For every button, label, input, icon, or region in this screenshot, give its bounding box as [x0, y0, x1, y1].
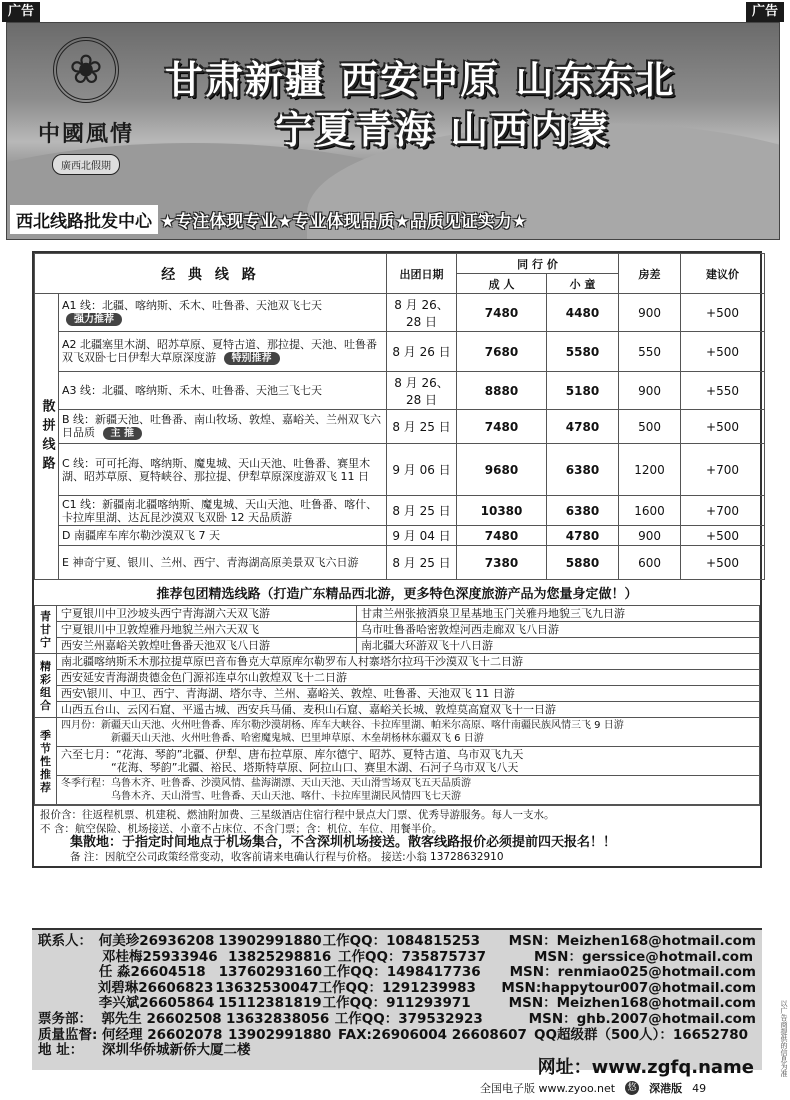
- website-link[interactable]: 网址：www.zgfq.name: [537, 1057, 754, 1078]
- contact-row: 联系人： 何美珍26936208 13902991880 工作QQ：1084815253 MSN：Meizhen168@hotmail.com: [38, 933, 756, 949]
- logo-subtitle: 廣西北假期: [52, 154, 120, 175]
- table-row: [35, 670, 760, 686]
- price-excludes: 不 含：航空保险、机场接送、小童不占床位、不含门票；含：机位、车位、用餐半价。: [40, 823, 443, 835]
- headline-line1: 甘肃新疆 西安中原 山东东北: [165, 58, 676, 102]
- list-item: 西安兰州嘉峪关敦煌吐鲁番天池双飞八日游: [57, 638, 357, 654]
- stamp-badge: 强力推荐: [66, 313, 122, 326]
- list-item: 宁夏银川中卫敦煌雅丹地貌兰州六天双飞: [57, 622, 357, 638]
- edition-text: 全国电子版 www.zyoo.net: [480, 1082, 616, 1095]
- suggest-price: +500: [681, 294, 765, 332]
- room-diff: 900: [619, 526, 681, 546]
- stamp-badge: 主 推: [103, 427, 142, 440]
- room-diff: 1200: [619, 444, 681, 496]
- list-item: 南北疆喀纳斯禾木那拉提草原巴音布鲁克大草原库尔勒罗布人村寨塔尔拉玛干沙漠双飞十二日游: [57, 654, 760, 670]
- table-row: [35, 776, 760, 805]
- price-child: 4780: [547, 410, 619, 444]
- header-date: 出团日期: [387, 254, 457, 294]
- edition-local: 深港版: [649, 1082, 683, 1095]
- price-includes: 报价含：往返程机票、机建税、燃油附加费、三星级酒店住宿行程中景点大门票、优秀导游服务。每人一支水。: [40, 809, 555, 821]
- contact-row: 任 淼26604518 13760293160 工作QQ：1498417736 MSN：renmiao025@hotmail.com: [98, 964, 756, 981]
- table-row: [35, 654, 760, 670]
- ad-label-left: 广告: [2, 2, 40, 22]
- combo-label: 精彩组合: [35, 654, 57, 718]
- list-item: 南北疆大环游双飞十八日游: [357, 638, 760, 654]
- price-adult: 8880: [457, 372, 547, 410]
- table-row: [35, 496, 765, 526]
- room-diff: 1600: [619, 496, 681, 526]
- table-row: [35, 526, 765, 546]
- route-name: A1 线：北疆、喀纳斯、禾木、吐鲁番、天池双飞七天 强力推荐: [59, 294, 387, 332]
- contact-row: 邓桂梅25933946 13825298816 工作QQ：735875737 MSN：gerssice@hotmail.com: [102, 948, 754, 965]
- price-adult: 7380: [457, 546, 547, 580]
- table-row: [35, 546, 765, 580]
- list-item: 西安延安青海湖贵德金色门源祁连卓尔山敦煌双飞十二日游: [57, 670, 760, 686]
- route-name: B 线：新疆天池、吐鲁番、南山牧场、敦煌、嘉峪关、兰州双飞六日品质 主 推: [59, 410, 387, 444]
- list-item: 四月份：新疆天山天池、火州吐鲁番、库尔勒沙漠胡杨、库车大峡谷、卡拉库里湖、帕米尔高原、喀什南疆民族风情三飞 9 日游 新疆天山天池、火州吐鲁番、哈密魔鬼城、巴里坤草原、木垒胡杨林东疆双飞 6 日游: [57, 718, 760, 747]
- table-row: [35, 718, 760, 747]
- price-adult: 9680: [457, 444, 547, 496]
- page-footer: [480, 1080, 706, 1096]
- list-item: 冬季行程：乌鲁木齐、吐鲁番、沙漠风情、盐海湖漂、天山天池、天山滑雪场双飞五天品质游 乌鲁木齐、天山滑雪、吐鲁番、天山天池、喀什、卡拉库里湖民风情四飞七天游: [57, 776, 760, 805]
- list-item: 乌市吐鲁番哈密敦煌河西走廊双飞八日游: [357, 622, 760, 638]
- route-date: 8 月 26 日: [387, 332, 457, 372]
- route-price-table: [32, 251, 762, 868]
- room-diff: 900: [619, 372, 681, 410]
- route-name: C1 线：新疆南北疆喀纳斯、魔鬼城、天山天池、吐鲁番、喀什、卡拉库里湖、达瓦昆沙漠双飞双卧 12 天品质游: [59, 496, 387, 526]
- table-row: [35, 622, 760, 638]
- route-name: A3 线：北疆、喀纳斯、禾木、吐鲁番、天池三飞七天: [59, 372, 387, 410]
- recommend-table: [34, 605, 760, 805]
- price-child: 6380: [547, 496, 619, 526]
- remark: 备 注：因航空公司政策经常变动，收客前请来电确认行程与价格。 接送:小翁 13728632910: [70, 851, 504, 863]
- route-name: A2 北疆塞里木湖、昭苏草原、夏特古道、那拉提、天池、吐鲁番双飞双卧七日伊犁大草原深度游 特别推荐: [59, 332, 387, 372]
- route-name: C 线：可可托海、喀纳斯、魔鬼城、天山天池、吐鲁番、赛里木湖、昭苏草原、夏特峡谷、那拉提、伊犁草原深度游双飞 11 日: [59, 444, 387, 496]
- price-child: 4480: [547, 294, 619, 332]
- list-item: 山西五台山、云冈石窟、平遥古城、西安兵马俑、麦积山石窟、嘉峪关长城、敦煌莫高窟双飞十一日游: [57, 702, 760, 718]
- zyoo-logo-icon: 悠: [625, 1081, 639, 1095]
- price-adult: 7480: [457, 410, 547, 444]
- header-child: 小 童: [547, 274, 619, 294]
- price-child: 6380: [547, 444, 619, 496]
- season-label: 季节性推荐: [35, 718, 57, 805]
- route-date: 9 月 06 日: [387, 444, 457, 496]
- contact-row: 票务部： 郭先生 26602508 13632838056 工作QQ：379532923 MSN：ghb.2007@hotmail.com: [38, 1010, 756, 1027]
- qgn-label: 青甘宁: [35, 606, 57, 654]
- route-name: E 神奇宁夏、银川、兰州、西宁、青海湖高原美景双飞六日游: [59, 546, 387, 580]
- contact-section: [32, 928, 762, 1070]
- price-child: 5180: [547, 372, 619, 410]
- table-row: [35, 372, 765, 410]
- route-date: 8 月 25 日: [387, 546, 457, 580]
- table-row: [35, 686, 760, 702]
- stamp-badge: 特别推荐: [224, 352, 280, 365]
- center-name: 西北线路批发中心: [10, 205, 158, 234]
- contact-row: 质量监督: 何经理 26602078 13902991880 FAX:26906004 26608607 QQ超级群（500人）：16652780: [38, 1026, 749, 1043]
- classic-routes-table: [34, 253, 765, 580]
- price-child: 5880: [547, 546, 619, 580]
- room-diff: 900: [619, 294, 681, 332]
- suggest-price: +500: [681, 332, 765, 372]
- headline-line2: 宁夏青海 山西内蒙: [275, 108, 611, 152]
- header-diff: 房差: [619, 254, 681, 294]
- route-date: 8 月 25 日: [387, 496, 457, 526]
- suggest-price: +550: [681, 372, 765, 410]
- table-row: [35, 606, 760, 622]
- ad-label-right: 广告: [746, 2, 784, 22]
- list-item: 宁夏银川中卫沙坡头西宁青海湖六天双飞游: [57, 606, 357, 622]
- room-diff: 550: [619, 332, 681, 372]
- slogan-bar: [6, 200, 780, 238]
- list-item: 六至七月：“花海、琴韵”北疆、伊犁、唐布拉草原、库尔德宁、昭苏、夏特古道、乌市双飞九天 “花海、琴韵”北疆、裕民、塔斯特草原、阿拉山口、赛里木湖、石河子乌市双飞八天: [57, 747, 760, 776]
- header-suggest: 建议价: [681, 254, 765, 294]
- route-date: 8 月 25 日: [387, 410, 457, 444]
- table-row: [35, 702, 760, 718]
- header-route: 经 典 线 路: [35, 254, 387, 294]
- price-adult: 7680: [457, 332, 547, 372]
- contact-row: 李兴斌26605864 15112381819 工作QQ：911293971 MSN：Meizhen168@hotmail.com: [98, 995, 756, 1012]
- table-row: [35, 638, 760, 654]
- price-adult: 10380: [457, 496, 547, 526]
- suggest-price: +700: [681, 496, 765, 526]
- meeting-point: 集散地：于指定时间地点于机场集合，不含深圳机场接送。散客线路报价必须提前四天报名！！: [70, 835, 617, 850]
- price-adult: 7480: [457, 526, 547, 546]
- address-row: 地 址： 深圳华侨城新侨大厦二楼: [38, 1042, 251, 1059]
- suggest-price: +700: [681, 444, 765, 496]
- table-row: [35, 410, 765, 444]
- recommend-title: 推荐包团精选线路（打造广东精品西北游，更多特色深度旅游产品为您量身定做！）: [156, 587, 638, 602]
- header-adult: 成 人: [457, 274, 547, 294]
- slogan-text: ★专注体现专业★专业体现品质★品质见证实力★: [160, 211, 527, 232]
- logo-name: 中國風情: [37, 121, 134, 147]
- suggest-price: +500: [681, 410, 765, 444]
- contact-row: 刘碧琳26606823 13632530047 工作QQ：1291239983 MSN:happytour007@hotmail.com: [97, 979, 757, 996]
- company-logo: [21, 37, 151, 197]
- notes-section: [34, 805, 760, 866]
- list-item: 甘肃兰州张掖酒泉卫星基地玉门关雅丹地貌三飞九日游: [357, 606, 760, 622]
- room-diff: 600: [619, 546, 681, 580]
- price-child: 5580: [547, 332, 619, 372]
- route-date: 8 月 26、28 日: [387, 294, 457, 332]
- list-item: 西安\银川、中卫、西宁、青海湖、塔尔寺、兰州、嘉峪关、敦煌、吐鲁番、天池双飞 11 日游: [57, 686, 760, 702]
- table-row: [35, 332, 765, 372]
- logo-emblem-icon: [53, 37, 119, 103]
- table-row: [35, 444, 765, 496]
- room-diff: 500: [619, 410, 681, 444]
- route-date: 9 月 04 日: [387, 526, 457, 546]
- suggest-price: +500: [681, 546, 765, 580]
- header-price: 同 行 价: [457, 254, 619, 274]
- page-number: 49: [692, 1081, 707, 1095]
- side-note: 以广告商提供的信息为准: [780, 1000, 788, 1077]
- suggest-price: +500: [681, 526, 765, 546]
- group-label: 散拼线路: [35, 294, 59, 580]
- price-child: 4780: [547, 526, 619, 546]
- table-row: [35, 294, 765, 332]
- table-row: [35, 747, 760, 776]
- price-adult: 7480: [457, 294, 547, 332]
- route-name: D 南疆库车库尔勒沙漠双飞 7 天: [59, 526, 387, 546]
- route-date: 8 月 26、28 日: [387, 372, 457, 410]
